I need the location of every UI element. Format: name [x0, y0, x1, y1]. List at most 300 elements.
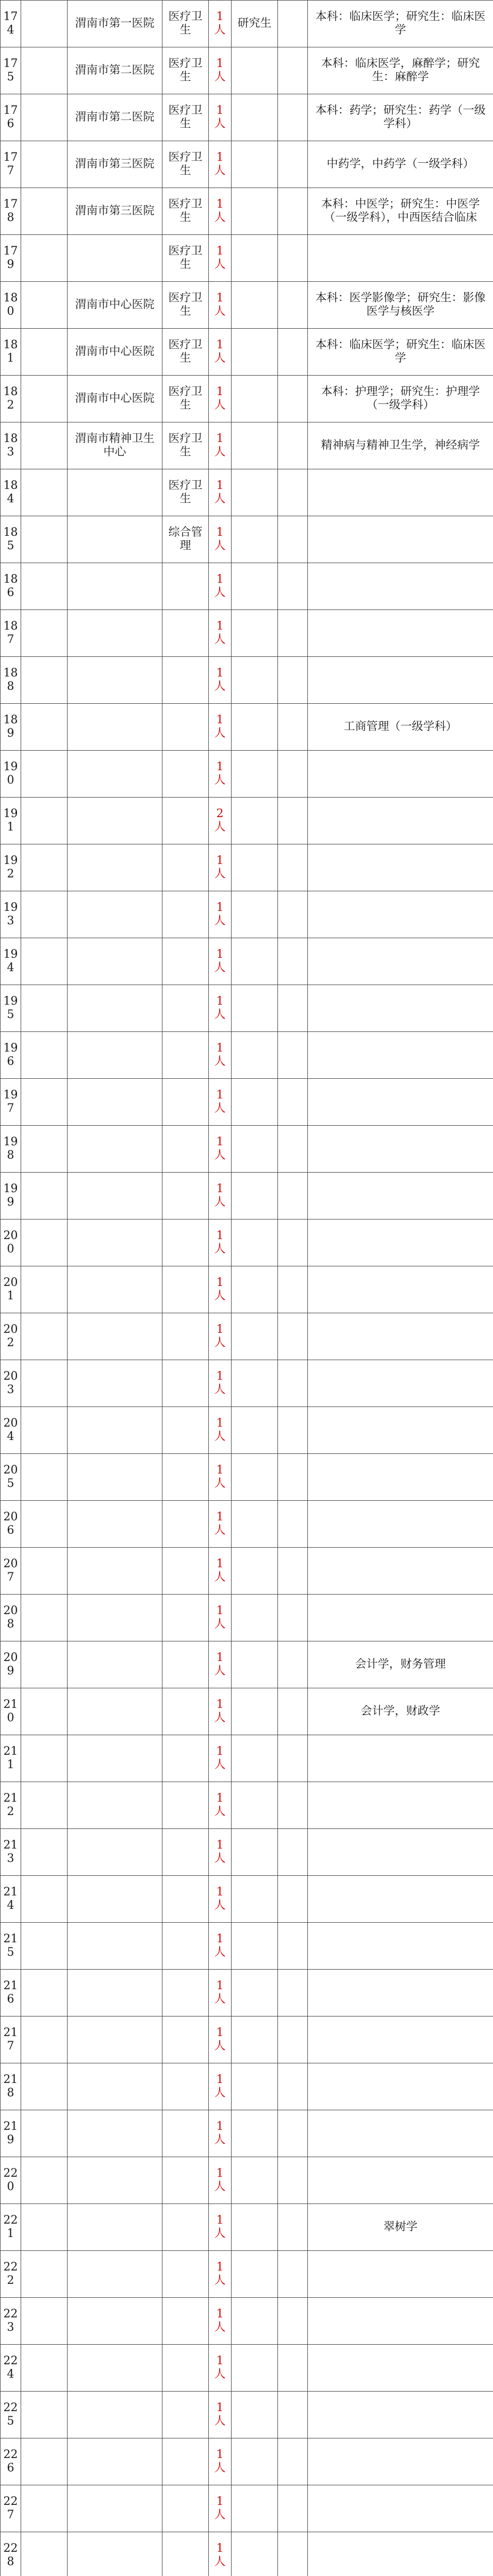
table-row	[1, 2345, 493, 2392]
unit-cell	[21, 1548, 68, 1595]
degree-cell	[278, 469, 308, 516]
education-cell	[232, 1829, 278, 1876]
post-type-cell	[162, 563, 209, 610]
education-cell	[232, 141, 278, 188]
row-number-cell: 215	[1, 1923, 21, 1970]
major-cell	[308, 1923, 493, 1970]
major-cell	[308, 844, 493, 891]
degree-cell	[278, 657, 308, 704]
unit-cell	[21, 1782, 68, 1829]
department-cell	[68, 2110, 162, 2157]
major-cell	[308, 1266, 493, 1313]
unit-cell	[21, 47, 68, 94]
row-number-cell: 217	[1, 2016, 21, 2063]
degree-cell	[278, 516, 308, 563]
degree-cell	[278, 1032, 308, 1079]
table-row	[1, 1219, 493, 1266]
education-cell	[232, 1641, 278, 1688]
unit-cell	[21, 938, 68, 985]
degree-cell	[278, 2110, 308, 2157]
degree-cell	[278, 1829, 308, 1876]
table-row	[1, 1641, 493, 1688]
department-cell	[68, 2485, 162, 2532]
unit-cell	[21, 2110, 68, 2157]
post-type-cell: 医疗卫生	[162, 235, 209, 282]
department-cell	[68, 2392, 162, 2438]
department-cell	[68, 1735, 162, 1782]
department-cell	[68, 2438, 162, 2485]
major-cell: 本科：护理学；研究生：护理学（一级学科）	[308, 376, 493, 422]
headcount-cell: 1人	[209, 2016, 232, 2063]
table-row	[1, 1454, 493, 1501]
row-number-cell: 212	[1, 1782, 21, 1829]
major-cell: 本科：临床医学，麻醉学；研究生：麻醉学	[308, 47, 493, 94]
unit-cell	[21, 844, 68, 891]
headcount-cell: 1人	[209, 1, 232, 47]
headcount-cell: 1人	[209, 1829, 232, 1876]
table-row	[1, 2157, 493, 2204]
major-cell	[308, 1970, 493, 2016]
post-type-cell	[162, 1876, 209, 1923]
major-cell	[308, 1407, 493, 1454]
major-cell	[308, 1501, 493, 1548]
post-type-cell	[162, 1923, 209, 1970]
post-type-cell	[162, 657, 209, 704]
headcount-cell: 1人	[209, 2251, 232, 2298]
row-number-cell: 193	[1, 891, 21, 938]
major-cell	[308, 2016, 493, 2063]
unit-cell	[21, 1688, 68, 1735]
degree-cell	[278, 2204, 308, 2251]
education-cell	[232, 2157, 278, 2204]
education-cell	[232, 985, 278, 1032]
major-cell	[308, 2298, 493, 2345]
degree-cell	[278, 1782, 308, 1829]
major-cell	[308, 2485, 493, 2532]
headcount-cell: 1人	[209, 657, 232, 704]
education-cell	[232, 1360, 278, 1407]
table-row	[1, 188, 493, 235]
post-type-cell	[162, 2485, 209, 2532]
department-cell: 渭南市第二医院	[68, 94, 162, 141]
unit-cell	[21, 704, 68, 751]
table-row	[1, 2532, 493, 2576]
education-cell	[232, 1782, 278, 1829]
headcount-cell: 1人	[209, 1219, 232, 1266]
department-cell	[68, 1923, 162, 1970]
education-cell	[232, 844, 278, 891]
degree-cell	[278, 1548, 308, 1595]
unit-cell	[21, 1923, 68, 1970]
major-cell	[308, 2345, 493, 2392]
department-cell	[68, 1454, 162, 1501]
row-number-cell: 219	[1, 2110, 21, 2157]
education-cell	[232, 516, 278, 563]
row-number-cell: 214	[1, 1876, 21, 1923]
department-cell	[68, 563, 162, 610]
row-number-cell: 206	[1, 1501, 21, 1548]
post-type-cell	[162, 1641, 209, 1688]
education-cell: 研究生	[232, 1, 278, 47]
department-cell	[68, 2251, 162, 2298]
department-cell: 渭南市中心医院	[68, 282, 162, 329]
department-cell: 渭南市精神卫生中心	[68, 422, 162, 469]
department-cell	[68, 1313, 162, 1360]
headcount-cell: 1人	[209, 1641, 232, 1688]
table-row	[1, 1688, 493, 1735]
post-type-cell	[162, 1079, 209, 1126]
unit-cell	[21, 329, 68, 376]
post-type-cell: 医疗卫生	[162, 94, 209, 141]
headcount-cell: 1人	[209, 1688, 232, 1735]
department-cell	[68, 751, 162, 798]
row-number-cell: 200	[1, 1219, 21, 1266]
row-number-cell: 192	[1, 844, 21, 891]
row-number-cell: 186	[1, 563, 21, 610]
row-number-cell: 196	[1, 1032, 21, 1079]
major-cell	[308, 1079, 493, 1126]
degree-cell	[278, 282, 308, 329]
degree-cell	[278, 376, 308, 422]
table-row	[1, 2110, 493, 2157]
post-type-cell	[162, 2157, 209, 2204]
headcount-cell: 1人	[209, 1548, 232, 1595]
education-cell	[232, 94, 278, 141]
department-cell	[68, 2345, 162, 2392]
post-type-cell: 医疗卫生	[162, 422, 209, 469]
degree-cell	[278, 141, 308, 188]
row-number-cell: 191	[1, 798, 21, 844]
degree-cell	[278, 2532, 308, 2576]
major-cell	[308, 1032, 493, 1079]
unit-cell	[21, 2251, 68, 2298]
table-row	[1, 2392, 493, 2438]
major-cell	[308, 798, 493, 844]
education-cell	[232, 1970, 278, 2016]
degree-cell	[278, 610, 308, 657]
row-number-cell: 211	[1, 1735, 21, 1782]
degree-cell	[278, 1688, 308, 1735]
row-number-cell: 220	[1, 2157, 21, 2204]
post-type-cell	[162, 1548, 209, 1595]
education-cell	[232, 1876, 278, 1923]
post-type-cell	[162, 2251, 209, 2298]
post-type-cell	[162, 2063, 209, 2110]
table-row	[1, 2251, 493, 2298]
table-row	[1, 1595, 493, 1641]
degree-cell	[278, 2251, 308, 2298]
row-number-cell: 213	[1, 1829, 21, 1876]
unit-cell	[21, 2345, 68, 2392]
table-row	[1, 1266, 493, 1313]
post-type-cell	[162, 1126, 209, 1173]
table-row	[1, 985, 493, 1032]
row-number-cell: 201	[1, 1266, 21, 1313]
headcount-cell: 1人	[209, 469, 232, 516]
degree-cell	[278, 2063, 308, 2110]
row-number-cell: 182	[1, 376, 21, 422]
major-cell	[308, 751, 493, 798]
major-cell	[308, 2532, 493, 2576]
education-cell	[232, 47, 278, 94]
post-type-cell	[162, 2532, 209, 2576]
table-row	[1, 1032, 493, 1079]
education-cell	[232, 2016, 278, 2063]
unit-cell	[21, 2298, 68, 2345]
post-type-cell	[162, 2438, 209, 2485]
table-body	[1, 1, 493, 2576]
major-cell	[308, 1548, 493, 1595]
row-number-cell: 184	[1, 469, 21, 516]
education-cell	[232, 1173, 278, 1219]
degree-cell	[278, 1454, 308, 1501]
education-cell	[232, 798, 278, 844]
major-cell	[308, 2063, 493, 2110]
unit-cell	[21, 1266, 68, 1313]
department-cell	[68, 798, 162, 844]
degree-cell	[278, 2157, 308, 2204]
headcount-cell: 1人	[209, 1923, 232, 1970]
education-cell	[232, 891, 278, 938]
unit-cell	[21, 1501, 68, 1548]
major-cell	[308, 1126, 493, 1173]
headcount-cell: 1人	[209, 751, 232, 798]
unit-cell	[21, 422, 68, 469]
post-type-cell	[162, 1454, 209, 1501]
row-number-cell: 227	[1, 2485, 21, 2532]
headcount-cell: 1人	[209, 2485, 232, 2532]
post-type-cell	[162, 1688, 209, 1735]
degree-cell	[278, 985, 308, 1032]
education-cell	[232, 2110, 278, 2157]
table-row	[1, 1735, 493, 1782]
post-type-cell	[162, 1735, 209, 1782]
row-number-cell: 181	[1, 329, 21, 376]
major-cell	[308, 985, 493, 1032]
unit-cell	[21, 1595, 68, 1641]
table-row	[1, 47, 493, 94]
major-cell	[308, 2110, 493, 2157]
unit-cell	[21, 1454, 68, 1501]
unit-cell	[21, 1360, 68, 1407]
headcount-cell: 1人	[209, 1454, 232, 1501]
row-number-cell: 178	[1, 188, 21, 235]
major-cell	[308, 1454, 493, 1501]
department-cell: 渭南市中心医院	[68, 329, 162, 376]
education-cell	[232, 1126, 278, 1173]
unit-cell	[21, 1126, 68, 1173]
table-row	[1, 1360, 493, 1407]
education-cell	[232, 1688, 278, 1735]
post-type-cell	[162, 2110, 209, 2157]
row-number-cell: 185	[1, 516, 21, 563]
row-number-cell: 228	[1, 2532, 21, 2576]
education-cell	[232, 2438, 278, 2485]
unit-cell	[21, 1, 68, 47]
headcount-cell: 1人	[209, 188, 232, 235]
row-number-cell: 222	[1, 2251, 21, 2298]
table-row	[1, 1501, 493, 1548]
headcount-cell: 1人	[209, 1782, 232, 1829]
unit-cell	[21, 516, 68, 563]
headcount-cell: 1人	[209, 1079, 232, 1126]
major-cell	[308, 1876, 493, 1923]
unit-cell	[21, 1407, 68, 1454]
headcount-cell: 1人	[209, 1735, 232, 1782]
table-row	[1, 2063, 493, 2110]
degree-cell	[278, 844, 308, 891]
major-cell: 本科：中医学；研究生：中医学（一级学科），中西医结合临床	[308, 188, 493, 235]
major-cell	[308, 1360, 493, 1407]
table-row	[1, 141, 493, 188]
department-cell	[68, 1641, 162, 1688]
department-cell	[68, 2298, 162, 2345]
post-type-cell	[162, 1595, 209, 1641]
unit-cell	[21, 798, 68, 844]
department-cell	[68, 1501, 162, 1548]
department-cell: 渭南市中心医院	[68, 376, 162, 422]
major-cell	[308, 1313, 493, 1360]
post-type-cell	[162, 751, 209, 798]
department-cell	[68, 235, 162, 282]
education-cell	[232, 2298, 278, 2345]
row-number-cell: 226	[1, 2438, 21, 2485]
department-cell	[68, 469, 162, 516]
major-cell	[308, 516, 493, 563]
row-number-cell: 225	[1, 2392, 21, 2438]
major-cell	[308, 1782, 493, 1829]
row-number-cell: 195	[1, 985, 21, 1032]
education-cell	[232, 376, 278, 422]
table-row	[1, 563, 493, 610]
unit-cell	[21, 1032, 68, 1079]
row-number-cell: 194	[1, 938, 21, 985]
degree-cell	[278, 798, 308, 844]
department-cell	[68, 891, 162, 938]
major-cell	[308, 657, 493, 704]
table-row	[1, 1970, 493, 2016]
education-cell	[232, 2063, 278, 2110]
headcount-cell: 1人	[209, 2392, 232, 2438]
unit-cell	[21, 94, 68, 141]
degree-cell	[278, 704, 308, 751]
headcount-cell: 1人	[209, 94, 232, 141]
degree-cell	[278, 2438, 308, 2485]
education-cell	[232, 2251, 278, 2298]
degree-cell	[278, 1970, 308, 2016]
table-row	[1, 422, 493, 469]
department-cell	[68, 2016, 162, 2063]
table-row	[1, 657, 493, 704]
education-cell	[232, 1079, 278, 1126]
department-cell: 渭南市第三医院	[68, 141, 162, 188]
degree-cell	[278, 2345, 308, 2392]
post-type-cell: 医疗卫生	[162, 141, 209, 188]
degree-cell	[278, 1219, 308, 1266]
education-cell	[232, 2392, 278, 2438]
headcount-cell: 1人	[209, 2063, 232, 2110]
table-row	[1, 1407, 493, 1454]
headcount-cell: 1人	[209, 1876, 232, 1923]
education-cell	[232, 1595, 278, 1641]
headcount-cell: 1人	[209, 1360, 232, 1407]
unit-cell	[21, 985, 68, 1032]
post-type-cell	[162, 938, 209, 985]
row-number-cell: 210	[1, 1688, 21, 1735]
department-cell	[68, 610, 162, 657]
headcount-cell: 1人	[209, 985, 232, 1032]
major-cell	[308, 610, 493, 657]
table-row	[1, 798, 493, 844]
table-row	[1, 282, 493, 329]
table-row	[1, 1548, 493, 1595]
major-cell	[308, 2438, 493, 2485]
unit-cell	[21, 2157, 68, 2204]
education-cell	[232, 1313, 278, 1360]
headcount-cell: 1人	[209, 1266, 232, 1313]
major-cell	[308, 2251, 493, 2298]
headcount-cell: 1人	[209, 704, 232, 751]
headcount-cell: 1人	[209, 1173, 232, 1219]
major-cell	[308, 1595, 493, 1641]
unit-cell	[21, 1219, 68, 1266]
education-cell	[232, 1735, 278, 1782]
table-row	[1, 1126, 493, 1173]
department-cell: 渭南市第三医院	[68, 188, 162, 235]
row-number-cell: 197	[1, 1079, 21, 1126]
degree-cell	[278, 1360, 308, 1407]
department-cell: 渭南市第二医院	[68, 47, 162, 94]
post-type-cell	[162, 798, 209, 844]
headcount-cell: 1人	[209, 1313, 232, 1360]
degree-cell	[278, 188, 308, 235]
table-row	[1, 235, 493, 282]
row-number-cell: 174	[1, 1, 21, 47]
major-cell	[308, 938, 493, 985]
unit-cell	[21, 188, 68, 235]
post-type-cell	[162, 1970, 209, 2016]
degree-cell	[278, 563, 308, 610]
department-cell	[68, 1782, 162, 1829]
row-number-cell: 204	[1, 1407, 21, 1454]
degree-cell	[278, 1641, 308, 1688]
headcount-cell: 1人	[209, 1970, 232, 2016]
row-number-cell: 209	[1, 1641, 21, 1688]
table-row	[1, 610, 493, 657]
headcount-cell: 1人	[209, 1407, 232, 1454]
degree-cell	[278, 2016, 308, 2063]
row-number-cell: 179	[1, 235, 21, 282]
department-cell	[68, 2204, 162, 2251]
table-row	[1, 516, 493, 563]
table-row	[1, 1876, 493, 1923]
major-cell: 会计学，财政学	[308, 1688, 493, 1735]
post-type-cell	[162, 1266, 209, 1313]
education-cell	[232, 1407, 278, 1454]
table-row	[1, 1079, 493, 1126]
major-cell	[308, 2392, 493, 2438]
education-cell	[232, 704, 278, 751]
department-cell	[68, 2157, 162, 2204]
row-number-cell: 175	[1, 47, 21, 94]
unit-cell	[21, 1876, 68, 1923]
post-type-cell	[162, 1829, 209, 1876]
major-cell	[308, 2157, 493, 2204]
education-cell	[232, 1032, 278, 1079]
unit-cell	[21, 610, 68, 657]
major-cell	[308, 1829, 493, 1876]
major-cell	[308, 1173, 493, 1219]
